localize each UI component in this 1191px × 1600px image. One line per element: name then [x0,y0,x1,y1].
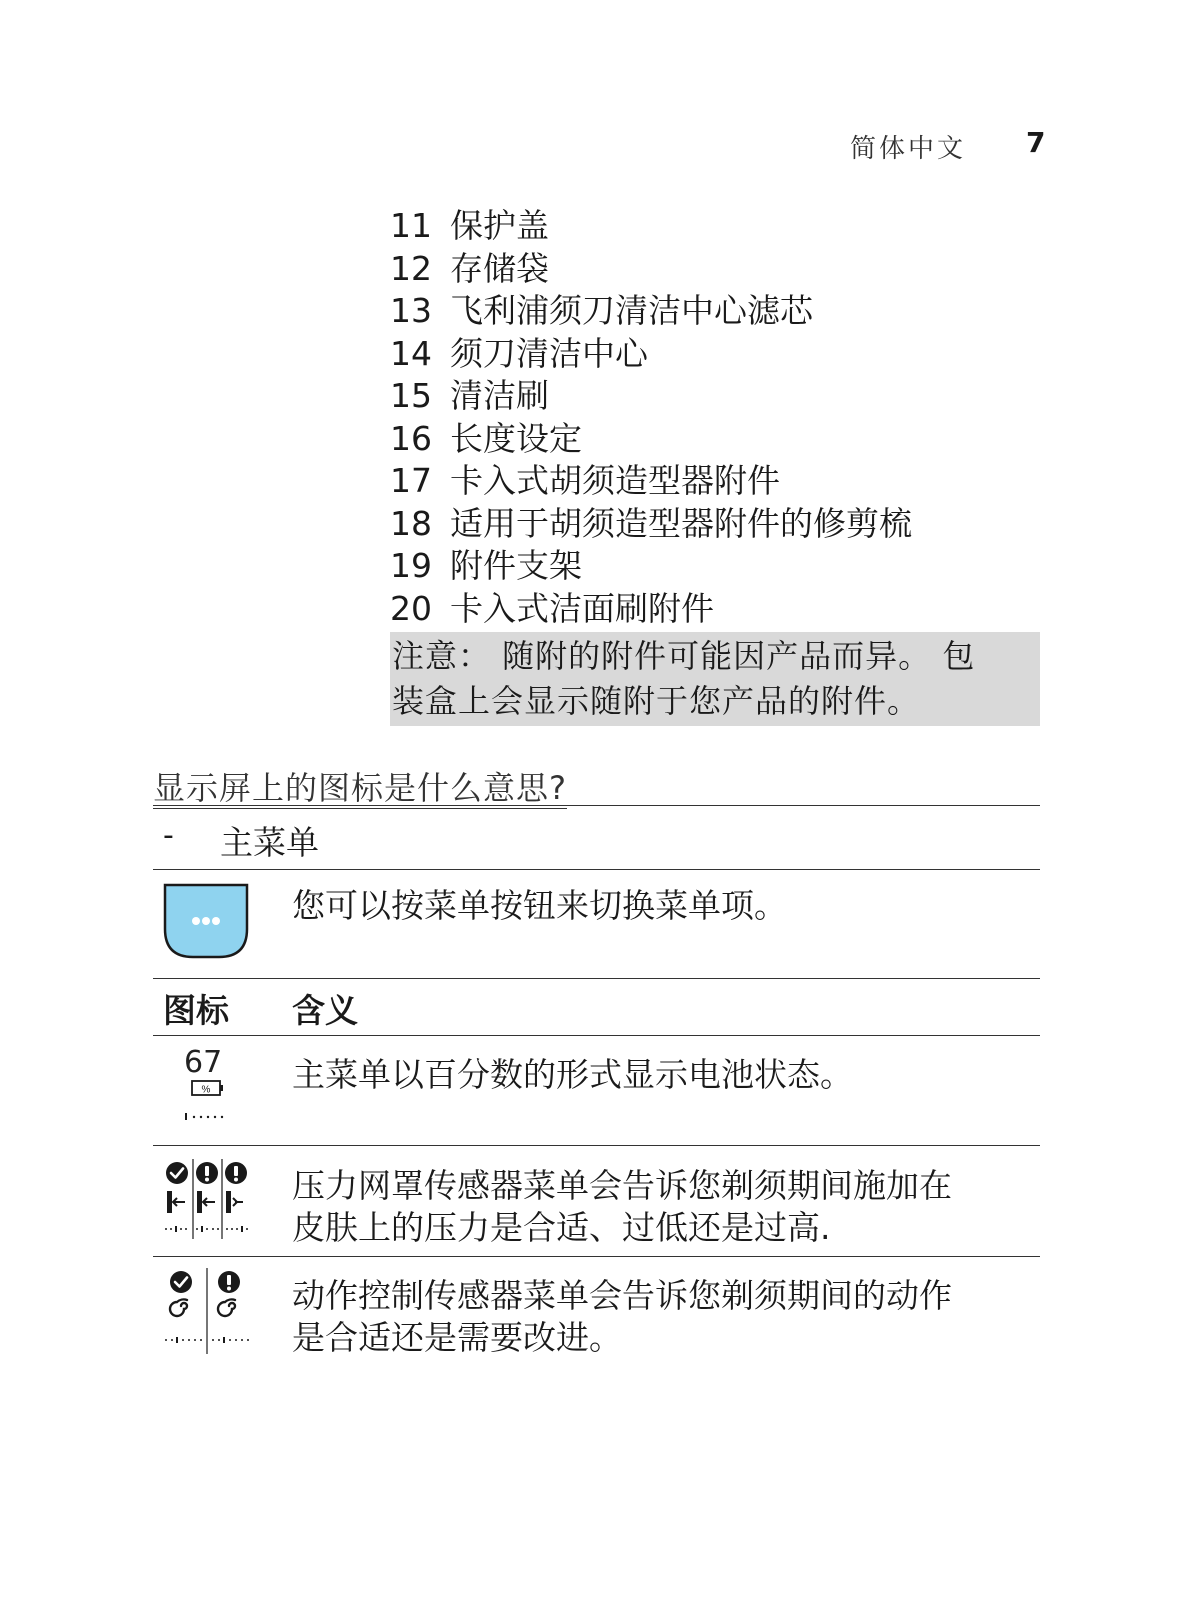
table-header-meaning: 含义 [292,991,358,1030]
divider [153,1145,1040,1146]
table-header-icon: 图标 [163,991,229,1030]
list-item [390,588,912,631]
motion-sensor-icon [163,1268,253,1354]
main-menu-title: 主菜单 [220,823,319,862]
motion-row-text [292,1275,952,1359]
battery-row-text [292,1054,853,1096]
part-label: 长度设定 [450,418,582,458]
part-number: 11 [390,206,432,245]
list-item [390,418,912,461]
part-label: 保护盖 [450,206,549,245]
row-line: 主菜单以百分数的形式显示电池状态。 [292,1055,853,1094]
divider [153,978,1040,979]
battery-gauge-icon [178,1079,238,1135]
list-item [390,333,912,376]
part-label: 清洁刷 [450,376,549,415]
part-label: 须刀清洁中心 [450,333,648,373]
main-menu-description: 您可以按菜单按钮来切换菜单项。 [292,886,787,925]
battery-percentage-icon [178,1047,238,1135]
section-title: 显示屏上的图标是什么意思? [153,763,567,809]
list-item [390,545,912,588]
part-number: 18 [390,503,432,543]
part-label: 附件支架 [450,546,582,585]
list-item [390,205,912,248]
divider [153,869,1040,870]
part-label: 存储袋 [450,248,549,288]
part-label: 飞利浦须刀清洁中心滤芯 [450,291,813,330]
row-line: 压力网罩传感器菜单会告诉您剃须期间施加在 [292,1166,952,1205]
part-number: 13 [390,291,432,330]
pressure-sensor-icon [163,1159,253,1239]
list-item [390,248,912,291]
pressure-row-text [292,1165,952,1249]
part-number: 20 [390,588,432,628]
menu-dash: - [163,818,174,853]
part-number: 16 [390,418,432,458]
part-label: 卡入式胡须造型器附件 [450,461,780,500]
header-language: 简体中文 [850,134,967,164]
part-number: 14 [390,333,432,373]
divider [153,1035,1040,1036]
note-line: 装盒上会显示随附于您产品的附件。 [392,682,921,720]
part-number: 12 [390,248,432,288]
parts-list [390,205,912,630]
page-number: 7 [1026,126,1046,159]
note-box [390,632,1040,726]
battery-unit: % [201,1084,211,1096]
part-number: 19 [390,546,432,585]
divider [153,805,1040,806]
row-line: 是合适还是需要改进。 [292,1318,622,1357]
divider [153,1256,1040,1257]
part-label: 适用于胡须造型器附件的修剪梳 [450,503,912,543]
list-item [390,503,912,546]
list-item [390,290,912,333]
row-line: 皮肤上的压力是合适、过低还是过高. [292,1208,831,1247]
list-item [390,375,912,418]
menu-button-icon [163,883,249,959]
part-label: 卡入式洁面刷附件 [450,588,714,628]
row-line: 动作控制传感器菜单会告诉您剃须期间的动作 [292,1276,952,1315]
part-number: 15 [390,376,432,415]
note-line: 注意： 随附的附件可能因产品而异。 包 [392,637,976,675]
part-number: 17 [390,461,432,500]
list-item [390,460,912,503]
battery-value: 67 [184,1045,223,1080]
